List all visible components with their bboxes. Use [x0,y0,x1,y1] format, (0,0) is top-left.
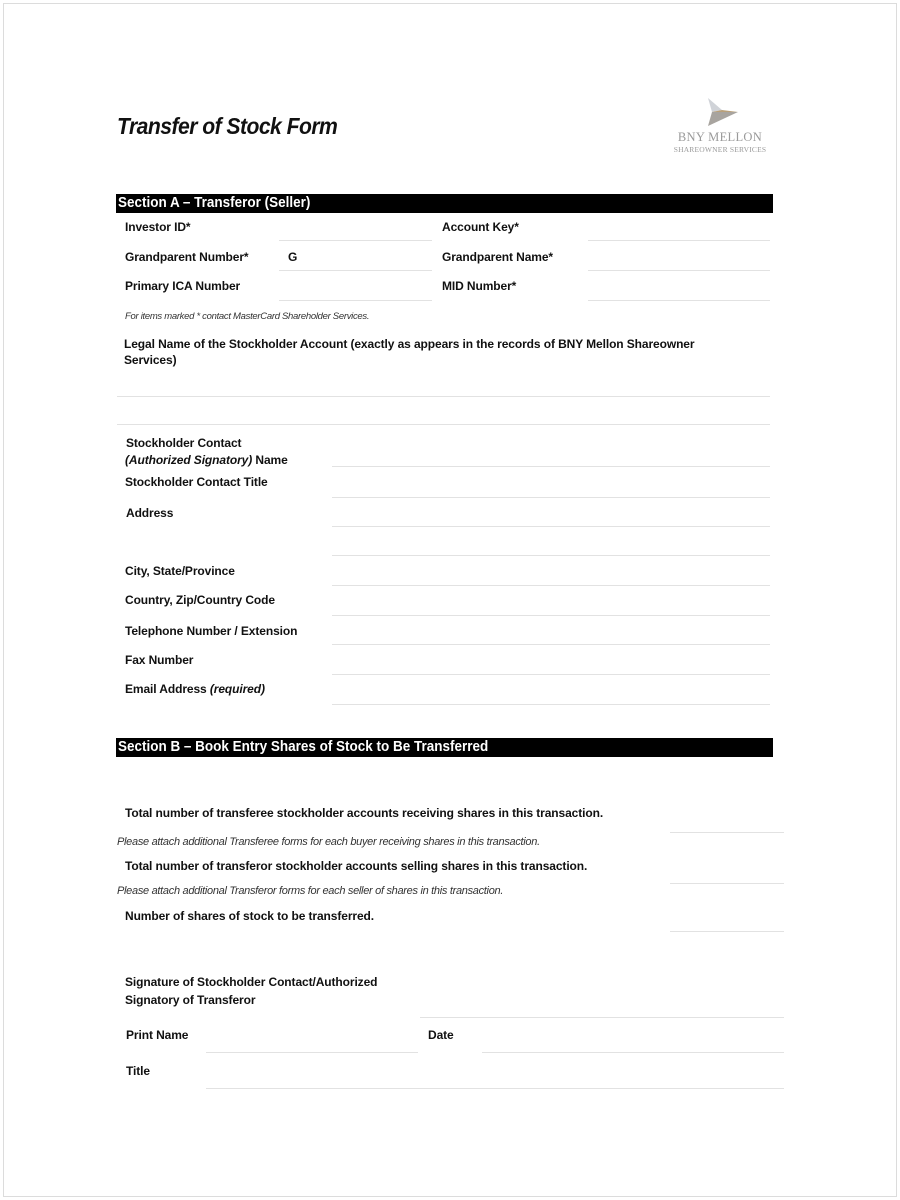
section-b-heading-text: Section B – Book Entry Shares of Stock to Be Transferred [118,739,489,755]
city-label: City, State/Province [125,564,235,578]
print-name-field[interactable] [206,1052,418,1053]
logo-name: BNY MELLON [677,130,763,144]
address-field-line2[interactable] [332,555,770,556]
shares-field[interactable] [670,931,784,932]
legal-name-label-line2: Services) [124,353,177,367]
grandparent-number-field[interactable] [279,270,432,271]
contact-title-field[interactable] [332,497,770,498]
primary-ica-label: Primary ICA Number [125,279,241,293]
authorized-signatory-italic: (Authorized Signatory) [125,453,253,467]
shares-label: Number of shares of stock to be transferred. [125,909,374,923]
address-label: Address [126,506,174,520]
country-field[interactable] [332,615,770,616]
fax-label: Fax Number [125,653,194,667]
email-label-text: Email Address [125,682,210,696]
contact-name-label-line1: Stockholder Contact [126,436,242,450]
transferor-count-field[interactable] [670,883,784,884]
transferee-note: Please attach additional Transferee forms for each buyer receiving shares in this transaction. [117,836,540,848]
grandparent-name-field[interactable] [588,270,770,271]
name-suffix: Name [252,453,288,467]
legal-name-label-line1: Legal Name of the Stockholder Account (exactly as appears in the records of BNY Mellon Shareowner [124,337,695,351]
asterisk-note: For items marked * contact MasterCard Shareholder Services. [125,311,370,322]
grandparent-name-label: Grandparent Name* [442,250,553,264]
phone-label: Telephone Number / Extension [125,624,298,638]
investor-id-field[interactable] [279,240,432,241]
account-key-field[interactable] [588,240,770,241]
phone-field[interactable] [332,644,770,645]
legal-name-field-line2[interactable] [117,424,770,425]
address-field-line1[interactable] [332,526,770,527]
print-name-label: Print Name [126,1028,189,1042]
grandparent-number-label: Grandparent Number* [125,250,249,264]
bny-mellon-arrow-icon [704,96,740,128]
title-label: Title [126,1064,150,1078]
legal-name-field-line1[interactable] [117,396,770,397]
signature-field[interactable] [420,1017,784,1018]
section-a-heading [116,194,773,213]
contact-name-field[interactable] [332,466,770,467]
email-required-note: (required) [209,682,265,696]
email-field[interactable] [332,704,770,705]
contact-name-label-line2 [125,453,288,467]
account-key-label: Account Key* [442,220,519,234]
logo-subtitle: SHAREOWNER SERVICES [673,145,767,154]
grandparent-number-value[interactable]: G [288,250,298,264]
investor-id-label: Investor ID* [125,220,191,234]
form-title: Transfer of Stock Form [117,113,338,139]
fax-field[interactable] [332,674,770,675]
signature-label-line1: Signature of Stockholder Contact/Authorized [125,975,378,989]
email-label [125,682,265,696]
mid-number-label: MID Number* [442,279,517,293]
country-label: Country, Zip/Country Code [125,593,275,607]
date-label: Date [428,1028,454,1042]
transferee-count-field[interactable] [670,832,784,833]
primary-ica-field[interactable] [279,300,432,301]
contact-title-label: Stockholder Contact Title [125,475,268,489]
transferor-count-label: Total number of transferor stockholder accounts selling shares in this transaction. [125,859,588,873]
title-field[interactable] [206,1088,784,1089]
mid-number-field[interactable] [588,300,770,301]
date-field[interactable] [482,1052,784,1053]
transferor-note: Please attach additional Transferor forms for each seller of shares in this transaction. [117,885,504,897]
section-b-heading [116,738,773,757]
bny-mellon-logo [668,96,772,164]
section-a-heading-text: Section A – Transferor (Seller) [118,195,311,211]
city-field[interactable] [332,585,770,586]
transferee-count-label: Total number of transferee stockholder accounts receiving shares in this transaction. [125,806,604,820]
signature-label-line2: Signatory of Transferor [125,993,256,1007]
